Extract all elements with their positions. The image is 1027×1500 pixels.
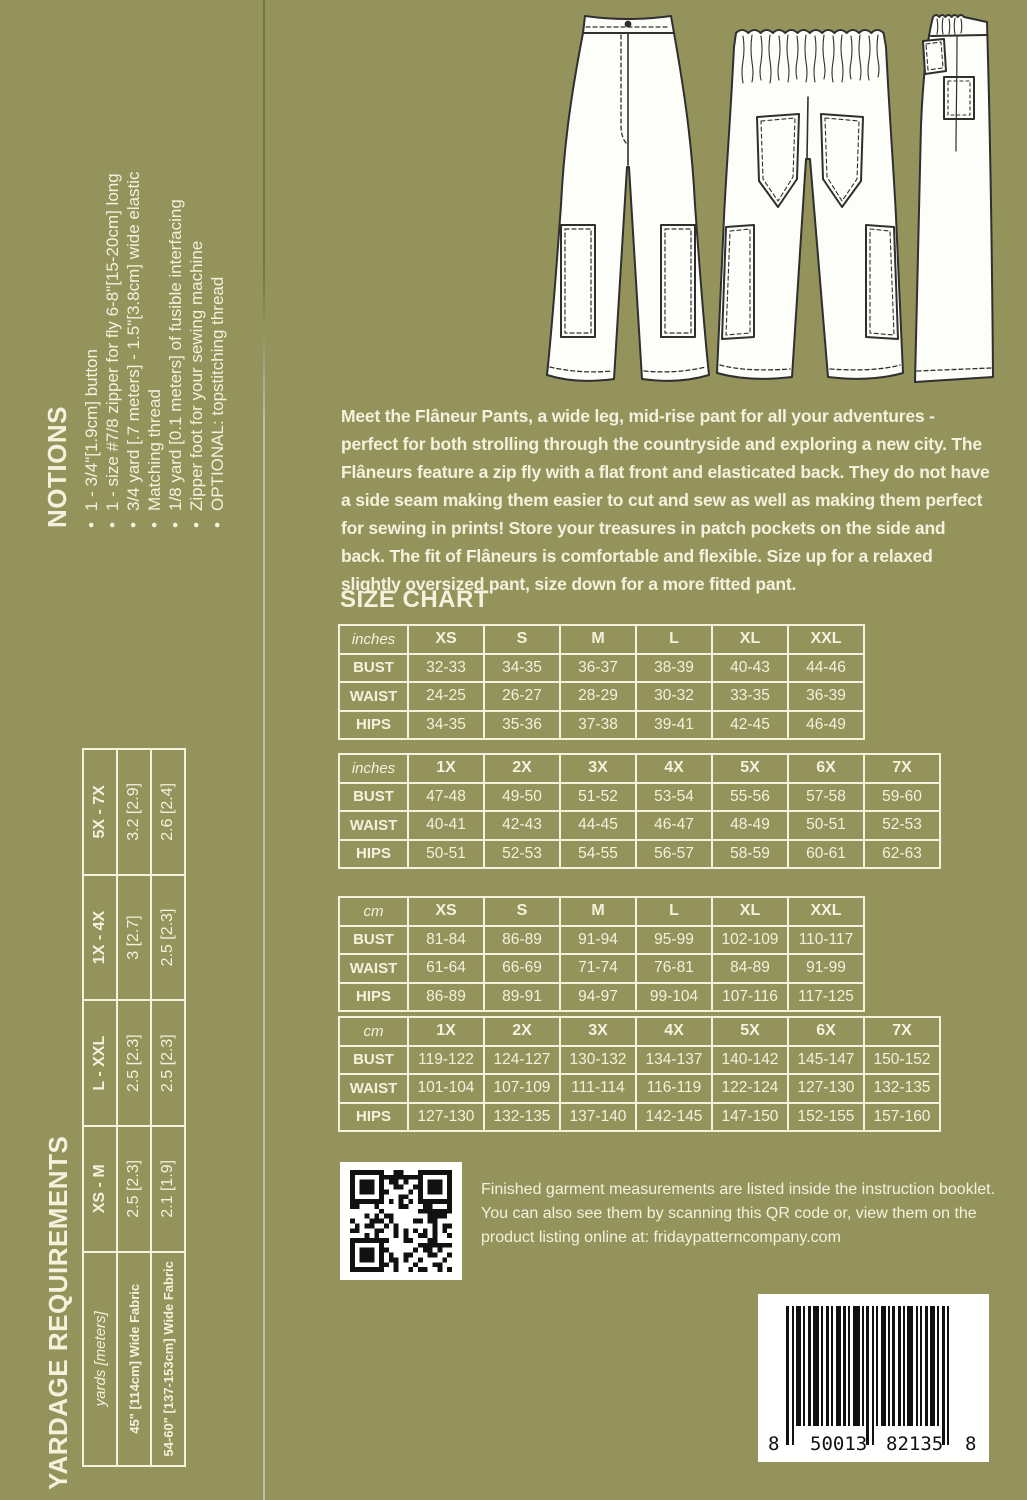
measurement-value: 94-97 <box>560 983 636 1012</box>
size-column-header: 1X <box>408 1017 484 1046</box>
size-column-header: 3X <box>560 754 636 783</box>
qr-note-text: Finished garment measurements are listed inside the instruction booklet. You can also see them by scanning this QR code or, view them on the product listing online at: fridaypatterncompany.com <box>481 1181 996 1246</box>
measurement-value: 24-25 <box>408 682 484 711</box>
measurement-value: 91-94 <box>560 926 636 955</box>
yardage-value: 2.6 [2.4] <box>151 749 185 875</box>
measurement-value: 119-122 <box>408 1046 484 1075</box>
size-column-header: XS <box>408 625 484 654</box>
size-column-header: M <box>560 897 636 926</box>
measurement-label: WAIST <box>339 1074 408 1103</box>
notions-item: • Zipper foot for your sewing machine <box>186 143 207 528</box>
yardage-value: 2.1 [1.9] <box>151 1126 185 1252</box>
measurement-label: WAIST <box>339 811 408 840</box>
barcode-digit: 50013 <box>810 1433 868 1455</box>
size-column-header: 2X <box>484 754 560 783</box>
measurement-value: 50-51 <box>408 840 484 869</box>
size-column-header: 5X <box>712 754 788 783</box>
yardage-unit-cell: yards [meters] <box>83 1252 117 1466</box>
yardage-value: 3.2 [2.9] <box>117 749 151 875</box>
measurement-value: 86-89 <box>484 926 560 955</box>
size-column-header: 2X <box>484 1017 560 1046</box>
yardage-value: 2.5 [2.3] <box>151 875 185 1001</box>
measurement-value: 57-58 <box>788 783 864 812</box>
yardage-heading: YARDAGE REQUIREMENTS <box>43 1135 73 1490</box>
measurement-value: 44-46 <box>788 654 864 683</box>
measurement-value: 122-124 <box>712 1074 788 1103</box>
size-column-header: 4X <box>636 1017 712 1046</box>
size-column-header: XXL <box>788 897 864 926</box>
size-chart-row <box>339 926 864 955</box>
measurement-value: 39-41 <box>636 711 712 740</box>
size-chart-row <box>339 840 940 869</box>
measurement-value: 46-47 <box>636 811 712 840</box>
yardage-size-header: L - XXL <box>83 1000 117 1126</box>
barcode-digit: 8 <box>965 1433 977 1455</box>
measurement-label: HIPS <box>339 711 408 740</box>
size-column-header: 3X <box>560 1017 636 1046</box>
measurement-value: 44-45 <box>560 811 636 840</box>
size-column-header: XL <box>712 625 788 654</box>
measurement-value: 111-114 <box>560 1074 636 1103</box>
measurement-value: 40-41 <box>408 811 484 840</box>
size-chart-heading: SIZE CHART <box>340 586 489 613</box>
measurement-label: BUST <box>339 783 408 812</box>
measurement-value: 145-147 <box>788 1046 864 1075</box>
barcode-digit: 82135 <box>886 1433 944 1455</box>
size-chart-table <box>338 1016 941 1132</box>
measurement-value: 142-145 <box>636 1103 712 1132</box>
size-column-header: L <box>636 625 712 654</box>
measurement-value: 34-35 <box>484 654 560 683</box>
product-description: Meet the Flâneur Pants, a wide leg, mid-rise pant for all your adventures - perfect for both strolling through the countryside and exploring a new city. The Flâneurs feature a zip fly with a flat front and elasticated back. They do not have a side seam making them easier to cut and sew as well as making them perfect for sewing in prints! Store your treasures in patch pockets on the side and back. The fit of Flâneurs is comfortable and flexible. Size up for a relaxed slightly oversized pant, size down for a more fitted pant. <box>341 406 990 594</box>
unit-cell: inches <box>339 625 408 654</box>
pants-side-view <box>915 15 993 382</box>
measurement-value: 38-39 <box>636 654 712 683</box>
measurement-value: 60-61 <box>788 840 864 869</box>
fold-line <box>263 0 265 1500</box>
measurement-value: 66-69 <box>484 954 560 983</box>
measurement-value: 86-89 <box>408 983 484 1012</box>
measurement-value: 42-45 <box>712 711 788 740</box>
measurement-label: WAIST <box>339 954 408 983</box>
measurement-value: 140-142 <box>712 1046 788 1075</box>
measurement-value: 147-150 <box>712 1103 788 1132</box>
measurement-value: 116-119 <box>636 1074 712 1103</box>
size-chart-table <box>338 896 865 1012</box>
measurement-value: 124-127 <box>484 1046 560 1075</box>
yardage-value: 2.5 [2.3] <box>117 1000 151 1126</box>
measurement-value: 42-43 <box>484 811 560 840</box>
measurement-value: 33-35 <box>712 682 788 711</box>
measurement-value: 91-99 <box>788 954 864 983</box>
measurement-value: 132-135 <box>864 1074 940 1103</box>
measurement-value: 107-109 <box>484 1074 560 1103</box>
measurement-value: 35-36 <box>484 711 560 740</box>
size-column-header: 1X <box>408 754 484 783</box>
size-chart-row <box>339 1074 940 1103</box>
measurement-label: BUST <box>339 654 408 683</box>
measurement-value: 81-84 <box>408 926 484 955</box>
yardage-section <box>43 748 191 1490</box>
notions-section <box>42 143 257 528</box>
pants-front-view <box>547 16 709 381</box>
measurement-value: 47-48 <box>408 783 484 812</box>
measurement-value: 101-104 <box>408 1074 484 1103</box>
measurement-label: HIPS <box>339 1103 408 1132</box>
measurement-value: 36-39 <box>788 682 864 711</box>
size-chart-row <box>339 1103 940 1132</box>
yardage-size-header: 5X - 7X <box>83 749 117 875</box>
size-chart-table <box>338 753 941 869</box>
measurement-label: BUST <box>339 926 408 955</box>
size-column-header: XS <box>408 897 484 926</box>
notions-list <box>81 143 228 528</box>
size-chart-row <box>339 1046 940 1075</box>
measurement-value: 134-137 <box>636 1046 712 1075</box>
notions-item: • 1/8 yard [0.1 meters] of fusible interfacing <box>165 143 186 528</box>
measurement-value: 89-91 <box>484 983 560 1012</box>
measurement-value: 34-35 <box>408 711 484 740</box>
size-column-header: 4X <box>636 754 712 783</box>
barcode <box>758 1294 989 1462</box>
size-column-header: XL <box>712 897 788 926</box>
measurement-value: 71-74 <box>560 954 636 983</box>
measurement-value: 150-152 <box>864 1046 940 1075</box>
measurement-value: 46-49 <box>788 711 864 740</box>
measurement-label: HIPS <box>339 840 408 869</box>
qr-code <box>340 1162 462 1280</box>
barcode-digit: 8 <box>768 1433 780 1455</box>
barcode-bars <box>758 1294 989 1462</box>
measurement-value: 117-125 <box>788 983 864 1012</box>
measurement-value: 56-57 <box>636 840 712 869</box>
measurement-value: 84-89 <box>712 954 788 983</box>
measurement-value: 51-52 <box>560 783 636 812</box>
measurement-value: 55-56 <box>712 783 788 812</box>
measurement-value: 49-50 <box>484 783 560 812</box>
size-column-header: 5X <box>712 1017 788 1046</box>
size-chart-row <box>339 983 864 1012</box>
pants-technical-drawings <box>540 5 1010 405</box>
notions-item: • OPTIONAL: topstitching thread <box>207 143 228 528</box>
measurement-value: 53-54 <box>636 783 712 812</box>
measurement-value: 110-117 <box>788 926 864 955</box>
size-chart-row <box>339 654 864 683</box>
size-chart-row <box>339 954 864 983</box>
yardage-value: 2.5 [2.3] <box>151 1000 185 1126</box>
measurement-value: 127-130 <box>408 1103 484 1132</box>
measurement-value: 127-130 <box>788 1074 864 1103</box>
yardage-row <box>117 749 151 1466</box>
size-chart-row <box>339 682 864 711</box>
notions-item: • Matching thread <box>144 143 165 528</box>
measurement-value: 30-32 <box>636 682 712 711</box>
measurement-value: 95-99 <box>636 926 712 955</box>
pants-back-view <box>717 30 903 379</box>
measurement-label: WAIST <box>339 682 408 711</box>
size-column-header: M <box>560 625 636 654</box>
measurement-value: 32-33 <box>408 654 484 683</box>
size-chart-row <box>339 811 940 840</box>
size-column-header: 7X <box>864 754 940 783</box>
size-column-header: 6X <box>788 1017 864 1046</box>
size-chart-row <box>339 711 864 740</box>
unit-cell: cm <box>339 897 408 926</box>
measurement-value: 52-53 <box>864 811 940 840</box>
size-column-header: L <box>636 897 712 926</box>
measurement-value: 54-55 <box>560 840 636 869</box>
measurement-value: 40-43 <box>712 654 788 683</box>
qr-code-pattern <box>350 1170 452 1272</box>
size-column-header: 6X <box>788 754 864 783</box>
notions-item: • 1 - size #7/8 zipper for fly 6-8"[15-20cm] long <box>102 143 123 528</box>
measurement-value: 48-49 <box>712 811 788 840</box>
yardage-table <box>82 748 186 1467</box>
measurement-value: 130-132 <box>560 1046 636 1075</box>
measurement-value: 37-38 <box>560 711 636 740</box>
fabric-width-label: 54-60" [137-153cm] Wide Fabric <box>151 1252 185 1466</box>
measurement-value: 137-140 <box>560 1103 636 1132</box>
measurement-value: 76-81 <box>636 954 712 983</box>
size-column-header: S <box>484 625 560 654</box>
measurement-value: 152-155 <box>788 1103 864 1132</box>
yardage-size-header: XS - M <box>83 1126 117 1252</box>
measurement-value: 52-53 <box>484 840 560 869</box>
measurement-value: 26-27 <box>484 682 560 711</box>
measurement-value: 36-37 <box>560 654 636 683</box>
measurement-label: BUST <box>339 1046 408 1075</box>
measurement-value: 50-51 <box>788 811 864 840</box>
measurement-value: 62-63 <box>864 840 940 869</box>
measurement-value: 157-160 <box>864 1103 940 1132</box>
notions-item: • 3/4 yard [.7 meters] - 1.5"[3.8cm] wide elastic <box>123 143 144 528</box>
yardage-size-header: 1X - 4X <box>83 875 117 1001</box>
notions-heading: NOTIONS <box>42 406 72 528</box>
measurement-label: HIPS <box>339 983 408 1012</box>
unit-cell: cm <box>339 1017 408 1046</box>
yardage-value: 2.5 [2.3] <box>117 1126 151 1252</box>
size-chart-table <box>338 624 865 740</box>
measurement-value: 102-109 <box>712 926 788 955</box>
measurement-value: 132-135 <box>484 1103 560 1132</box>
size-column-header: 7X <box>864 1017 940 1046</box>
measurement-value: 107-116 <box>712 983 788 1012</box>
size-column-header: XXL <box>788 625 864 654</box>
measurement-value: 99-104 <box>636 983 712 1012</box>
yardage-value: 3 [2.7] <box>117 875 151 1001</box>
size-chart-row <box>339 783 940 812</box>
measurement-value: 61-64 <box>408 954 484 983</box>
measurement-value: 59-60 <box>864 783 940 812</box>
unit-cell: inches <box>339 754 408 783</box>
measurement-value: 28-29 <box>560 682 636 711</box>
yardage-row <box>151 749 185 1466</box>
fabric-width-label: 45" [114cm] Wide Fabric <box>117 1252 151 1466</box>
notions-item: • 1 - 3/4"[1.9cm] button <box>81 143 102 528</box>
size-column-header: S <box>484 897 560 926</box>
measurement-value: 58-59 <box>712 840 788 869</box>
